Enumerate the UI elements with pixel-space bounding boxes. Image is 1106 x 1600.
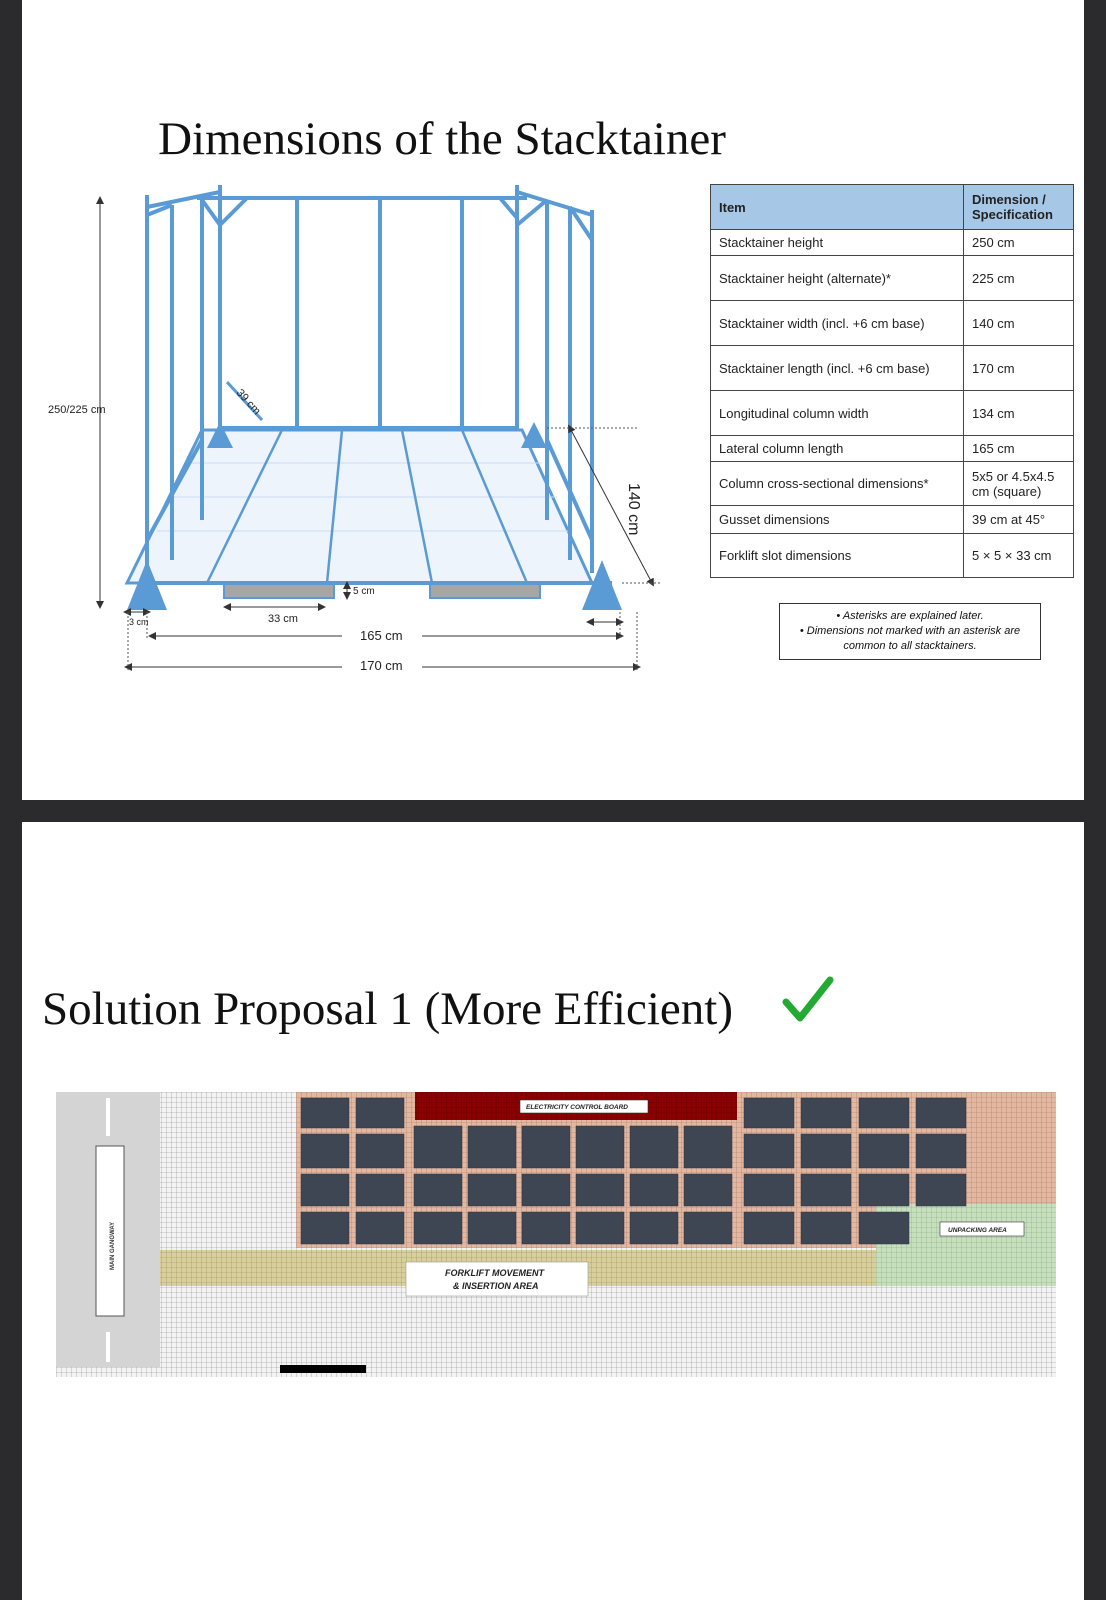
- page-title: Dimensions of the Stacktainer: [158, 113, 726, 165]
- height-label: 250/225 cm: [48, 404, 106, 416]
- note-common: Dimensions not marked with an asterisk are common to all stacktainers.: [806, 625, 1021, 652]
- base-height-label: 5 cm: [353, 586, 375, 597]
- table-row: [711, 391, 1074, 436]
- width-label: 140 cm: [625, 483, 642, 536]
- inner-length-label: 165 cm: [360, 628, 403, 643]
- specification-table: [710, 184, 1074, 578]
- gangway-label: MAIN GANGWAY: [110, 1221, 116, 1270]
- table-row: [711, 534, 1074, 578]
- table-row: [711, 256, 1074, 301]
- table-cell-value: 140 cm: [964, 301, 1074, 346]
- warehouse-layout-plan: [56, 1092, 1056, 1392]
- table-cell-item: Lateral column length: [711, 436, 964, 462]
- table-cell-item: Stacktainer width (incl. +6 cm base): [711, 301, 964, 346]
- forklift-slot-right: [430, 584, 540, 598]
- slot-length-label: 33 cm: [268, 613, 298, 625]
- table-row: [711, 230, 1074, 256]
- electricity-label: ELECTRICITY CONTROL BOARD: [526, 1104, 628, 1111]
- page-title: Solution Proposal 1 (More Efficient): [42, 983, 733, 1035]
- table-cell-value: 250 cm: [964, 230, 1074, 256]
- table-cell-value: 39 cm at 45°: [964, 506, 1074, 534]
- table-row: [711, 462, 1074, 506]
- table-cell-item: Column cross-sectional dimensions*: [711, 462, 964, 506]
- table-row: [711, 301, 1074, 346]
- table-cell-item: Forklift slot dimensions: [711, 534, 964, 578]
- table-cell-value: 134 cm: [964, 391, 1074, 436]
- table-cell-value: 5 × 5 × 33 cm: [964, 534, 1074, 578]
- gusset-label: 39 cm: [233, 386, 263, 418]
- table-cell-item: Stacktainer height: [711, 230, 964, 256]
- slide-solution-proposal: [22, 822, 1084, 1600]
- forklift-label-line1: FORKLIFT MOVEMENT: [445, 1268, 544, 1278]
- check-icon: [780, 972, 836, 1028]
- table-row: [711, 436, 1074, 462]
- table-cell-value: 225 cm: [964, 256, 1074, 301]
- unpacking-label: UNPACKING AREA: [948, 1227, 1007, 1234]
- table-cell-item: Longitudinal column width: [711, 391, 964, 436]
- col-header-dimension: Dimension / Specification: [964, 185, 1074, 230]
- table-cell-item: Stacktainer length (incl. +6 cm base): [711, 346, 964, 391]
- table-row: [711, 346, 1074, 391]
- outer-length-label: 170 cm: [360, 658, 403, 673]
- slide-stacktainer-dimensions: [22, 0, 1084, 800]
- table-cell-value: 5x5 or 4.5x4.5 cm (square): [964, 462, 1074, 506]
- base-width-label: 3 cm: [129, 617, 149, 627]
- notes-box: • Asterisks are explained later. • Dimensions not marked with an asterisk are common to all stacktainers.: [779, 603, 1041, 660]
- forklift-slot-left: [224, 584, 334, 598]
- stacktainer-diagram: [22, 0, 662, 700]
- note-asterisk: Asterisks are explained later.: [842, 610, 984, 622]
- table-row: [711, 506, 1074, 534]
- table-cell-item: Stacktainer height (alternate)*: [711, 256, 964, 301]
- col-header-item: Item: [711, 185, 964, 230]
- table-cell-item: Gusset dimensions: [711, 506, 964, 534]
- entrance-marker: [280, 1365, 366, 1373]
- table-cell-value: 165 cm: [964, 436, 1074, 462]
- forklift-label-line2: & INSERTION AREA: [453, 1281, 539, 1291]
- table-cell-value: 170 cm: [964, 346, 1074, 391]
